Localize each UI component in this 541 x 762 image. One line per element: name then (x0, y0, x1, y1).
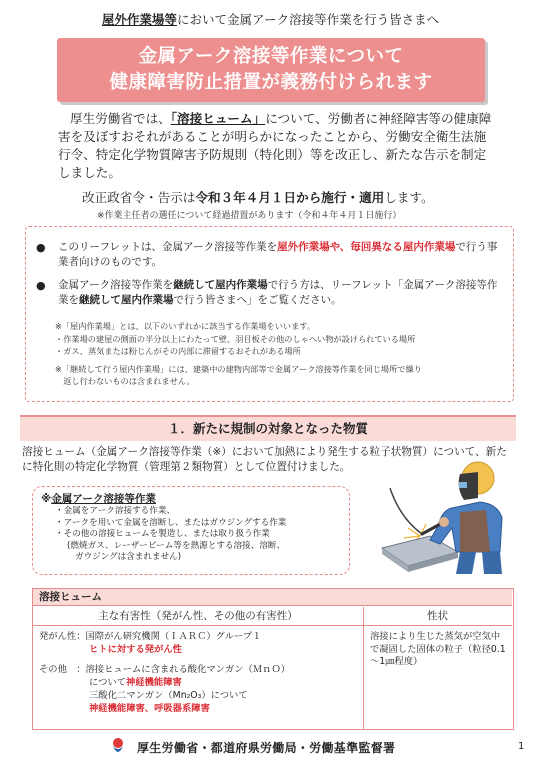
other-hazard-emphasis-1: 神経機能障害 (126, 677, 182, 688)
footer (0, 735, 541, 760)
transition-note: ※作業主任者の選任について経過措置があります（令和４年４月１日施行） (97, 211, 402, 221)
other-hazard-text-2: について (89, 677, 127, 688)
column-header-hazards: 主な有害性（発がん性、その他の有害性） (33, 607, 364, 626)
definition-exclusion: ガウジングは含まれません) (75, 552, 182, 562)
carcinogenicity-text: 国際がん研究機関（ＩＡＲＣ）グループ１ (85, 631, 262, 642)
section-heading: １．新たに規制の対象となった物質 (20, 415, 516, 441)
bullet2-text-a: 金属アーク溶接等作業を (58, 279, 174, 291)
note-line: ※「継続して行う屋内作業場」には、建築中の建物内部等で金属アーク溶接等作業を同じ場所で繰り (55, 363, 422, 374)
ordinance-date: 令和３年４月１日から施行・適用 (195, 190, 385, 205)
ministry-logo-icon (110, 736, 126, 758)
carcinogenicity-row (39, 631, 261, 644)
definition-prefix: ※ (41, 493, 52, 505)
bullet1-text-a: このリーフレットは、金属アーク溶接等作業を (58, 241, 278, 253)
definition-item: ・その他の溶接ヒュームを製造し、または取り扱う作業 (55, 529, 270, 539)
note-line: ・ガス、蒸気または粉じんがその内部に滞留するおそれがある場所 (55, 346, 301, 356)
definition-title-text: 金属アーク溶接等作業 (51, 493, 156, 505)
other-hazard-row (39, 664, 290, 677)
welder-illustration (360, 448, 520, 578)
subtitle-emphasis: 屋外作業場等 (101, 12, 177, 27)
other-hazard-line-3: 三酸化二マンガン（Mn₂O₃）について (89, 690, 248, 701)
table-title: 溶接ヒューム (33, 589, 512, 606)
ordinance-text-b: します。 (384, 190, 434, 205)
section-intro: 溶接ヒューム（金属アーク溶接等作業（※）において加熱により発生する粒子状物質）について、新たに特化則の特定化学物質（管理第２類物質）として位置付けました。 (22, 446, 507, 473)
other-hazard-line-2 (89, 677, 182, 690)
bullet2-emphasis-1: 継続して屋内作業場 (173, 279, 268, 291)
intro-text-b: について、労働者に神経障害等の健康障害を及ぼすおそれがあることが明らかになったことから、労働安全衛生法施行令、特定化学物質障害予防規則（特化則）等を改正し、新たな告示を制定しました。 (58, 111, 492, 180)
other-hazard-label: その他 ： (39, 664, 86, 675)
other-hazard-emphasis-2: 神経機能障害、呼吸器系障害 (89, 703, 210, 714)
footer-organization: 厚生労働省・都道府県労働局・労働基準監督署 (137, 741, 396, 755)
column-header-properties: 性状 (363, 607, 512, 626)
intro-term: 「溶接ヒューム」 (170, 111, 266, 126)
bullet-dot-icon: ● (36, 279, 46, 292)
title-line-2: 健康障害防止措置が義務付けられます (109, 72, 433, 93)
definition-item: ・アークを用いて金属を溶断し、またはガウジングする作業 (55, 517, 287, 528)
definition-box (32, 486, 350, 575)
other-hazard-text-1: 溶接ヒュームに含まれる酸化マンガン（ＭｎＯ） (85, 664, 291, 675)
bullet2-emphasis-2: 継続して屋内作業場 (79, 294, 174, 306)
ordinance-text-a: 改正政省令・告示は (82, 190, 196, 205)
title-line-1: 金属アーク溶接等作業について (138, 46, 404, 67)
notice-bullet-2 (36, 278, 501, 308)
note-line: 返し行わないものは含まれません。 (55, 376, 195, 386)
definition-title (41, 491, 343, 506)
indoor-definition-notes (55, 320, 505, 388)
table-divider (363, 625, 364, 729)
definition-item: ・金属をアーク溶接する作業、 (55, 506, 176, 516)
title-banner (57, 38, 485, 102)
carcinogenicity-emphasis: ヒトに対する発がん性 (89, 644, 182, 655)
notice-bullet-1 (36, 240, 501, 270)
bullet1-emphasis: 屋外作業場や、毎回異なる屋内作業場 (277, 241, 456, 253)
note-line: ※「屋内作業場」とは、以下のいずれかに該当する作業場をいいます。 (55, 321, 316, 331)
intro-text-a: 厚生労働省では、 (70, 111, 171, 126)
intro-paragraph (58, 110, 498, 182)
leaflet-subtitle (0, 10, 541, 28)
property-text: 溶接により生じた蒸気が空気中で凝固した固体の粒子（粒径0.1～1㎛程度） (370, 631, 506, 668)
definition-exclusion: (燃焼ガス、レーザービーム等を熱源とする溶接、溶断、 (67, 540, 286, 551)
bullet-dot-icon: ● (36, 241, 46, 254)
page-number: 1 (518, 741, 525, 752)
note-line: ・作業場の建屋の側面の半分以上にわたって壁、羽目板その他のしゃへい物が設けられている場所 (55, 333, 416, 344)
bullet1-text-b: で行う事業者向けのものです。 (58, 241, 498, 268)
bullet2-text-c: で行う皆さまへ」をご覧ください。 (173, 294, 342, 306)
bullet2-text-b: で行う方は、リーフレット「金属アーク溶接等作業を (58, 279, 498, 306)
carcinogenicity-label: 発がん性： (39, 631, 86, 642)
hazard-table (32, 588, 514, 730)
subtitle-text: において金属アーク溶接等作業を行う皆さまへ (176, 12, 440, 27)
ordinance-line (82, 187, 434, 206)
